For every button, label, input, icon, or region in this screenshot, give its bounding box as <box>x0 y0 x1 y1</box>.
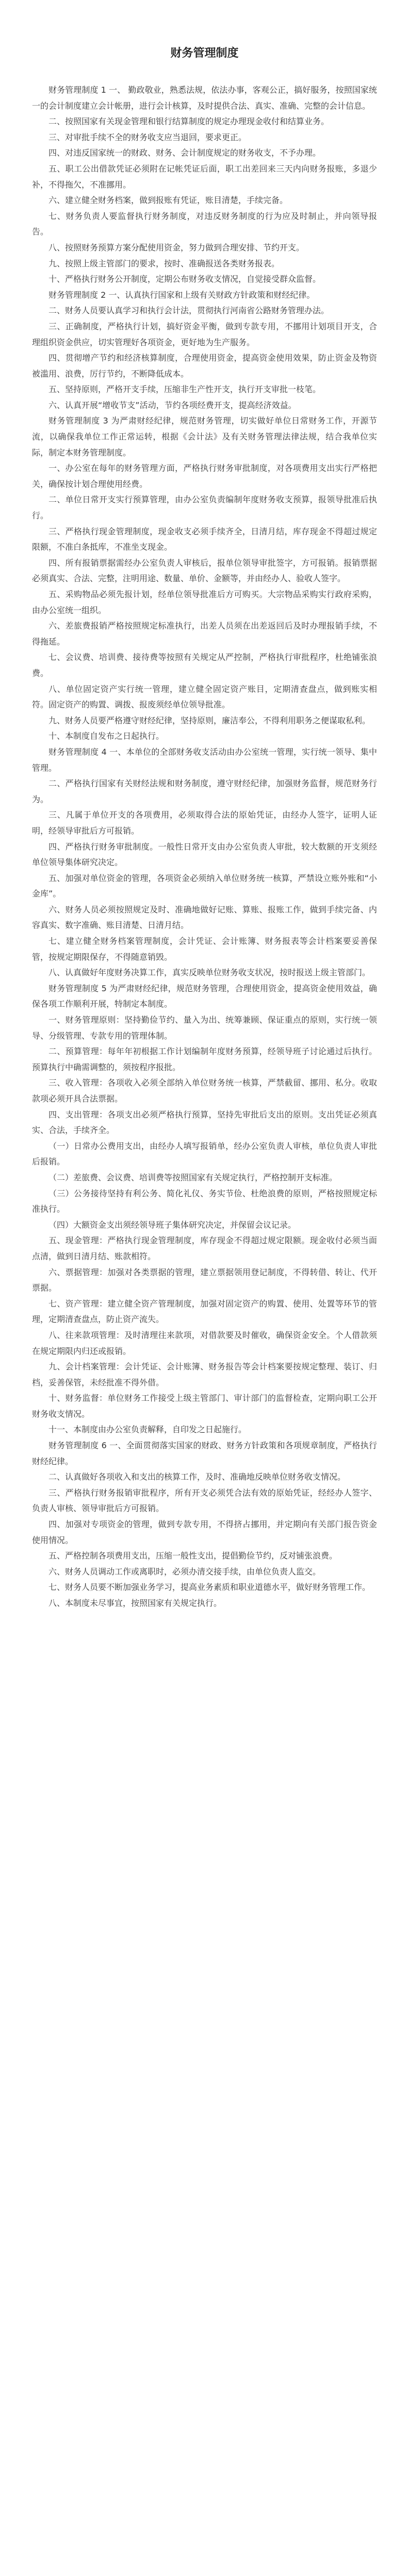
document-paragraph: 四、加强对专项资金的管理，做到专款专用，不得挤占挪用，并定期向有关部门报告资金使用情况。 <box>32 1519 377 1545</box>
document-paragraph: 七、建立健全财务档案管理制度，会计凭证、会计账簿、财务报表等会计档案要妥善保管，按规定期限保存，不得随意销毁。 <box>32 936 377 962</box>
document-paragraph: 六、票据管理：加强对各类票据的管理，建立票据领用登记制度，不得转借、转让、代开票据。 <box>32 1267 377 1293</box>
document-paragraph: （一）日常办公费用支出，由经办人填写报销单，经办公室负责人审核，单位负责人审批后报销。 <box>32 1141 377 1167</box>
document-paragraph: 八、按照财务预算方案分配使用资金，努力做到合理安排、节约开支。 <box>48 242 305 252</box>
document-paragraph: 三、正确制度，严格执行计划，搞好资金平衡，做到专款专用，不挪用计划项目开支，合理组织资金供应，切实管理好各项资金，更好地为生产服务。 <box>32 321 377 347</box>
document-paragraph: 财务管理制度 6 一、全面贯彻落实国家的财政、财务方针政策和各项规章制度，严格执行财经纪律。 <box>32 1440 377 1466</box>
document-paragraph: 二、财务人员要认真学习和执行会计法，贯彻执行河南省公路财务管理办法。 <box>48 306 330 316</box>
document-body <box>32 82 377 1612</box>
document-paragraph: 六、财务人员调动工作或离职时，必须办清交接手续，由单位负责人监交。 <box>48 1566 321 1577</box>
document-paragraph: 九、按照上级主管部门的要求，按时、准确报送各类财务报表。 <box>48 258 280 268</box>
document-paragraph: 财务管理制度 5 为严肃财经纪律，规范财务管理，合理使用资金，提高资金使用效益，确保各项工作顺利开展，特制定本制度。 <box>32 983 377 1009</box>
document-title: 财务管理制度 <box>170 47 239 60</box>
document-paragraph: 二、严格执行国家有关财经法规和财务制度，遵守财经纪律，加强财务监督，规范财务行为。 <box>32 778 377 804</box>
document-paragraph: 五、职工公出借款凭证必须附在记帐凭证后面，职工出差回来三天内向财务报账，多退少补，不得拖欠，不准挪用。 <box>32 163 377 190</box>
document-paragraph: 财务管理制度 3 为严肃财经纪律，规范财务管理，切实做好单位日常财务工作，开源节流，以确保我单位工作正常运转，根据《会计法》及有关财务管理法律法规，结合我单位实际，制定本财务管理制度。 <box>32 416 377 457</box>
document-paragraph: 四、对违反国家统一的财政、财务、会计制度规定的财务收支，不予办理。 <box>48 148 321 158</box>
document-paragraph: 二、预算管理：每年年初根据工作计划编制年度财务预算，经领导班子讨论通过后执行。预算执行中确需调整的，须按程序报批。 <box>32 1046 377 1072</box>
document-paragraph: 七、财务负责人要监督执行财务制度，对违反财务制度的行为应及时制止，并向领导报告。 <box>32 211 377 237</box>
document-paragraph: （四）大额资金支出须经领导班子集体研究决定，并保留会议记录。 <box>48 1219 297 1230</box>
document-paragraph: 十、严格执行财务公开制度，定期公布财务收支情况，自觉接受群众监督。 <box>48 274 321 284</box>
document-paragraph: 财务管理制度 2 一、认真执行国家和上级有关财政方针政策和财经纪律。 <box>48 290 315 300</box>
document-paragraph: （三）公务接待坚持有利公务、简化礼仪、务实节俭、杜绝浪费的原则，严格按照规定标准执行。 <box>32 1188 377 1214</box>
document-paragraph: 六、财务人员必须按照规定及时、准确地做好记账、算账、报账工作，做到手续完备、内容真实、数字准确、账目清楚、日清月结。 <box>32 904 377 930</box>
document-paragraph: 六、差旅费报销严格按照规定标准执行，出差人员须在出差返回后及时办理报销手续，不得拖延。 <box>32 621 377 647</box>
document-paragraph: 财务管理制度 4 一、本单位的全部财务收支活动由办公室统一管理，实行统一领导、集中管理。 <box>32 747 377 773</box>
document-paragraph: 六、建立健全财务档案，做到报账有凭证，账目清楚，手续完备。 <box>48 195 288 206</box>
document-paragraph: 六、认真开展“增收节支”活动，节约各项经费开支，提高经济效益。 <box>48 400 297 410</box>
document-paragraph: 一、办公室在每年的财务管理方面，严格执行财务审批制度，对各项费用支出实行严格把关，确保按计划合理使用经费。 <box>32 463 377 489</box>
document-paragraph: 五、严格控制各项费用支出，压缩一般性支出，提倡勤俭节约，反对铺张浪费。 <box>48 1551 338 1561</box>
document-paragraph: 三、严格执行现金管理制度，现金收支必须手续齐全，日清月结，库存现金不得超过规定限额，不准白条抵库，不准坐支现金。 <box>32 526 377 552</box>
document-paragraph: 四、所有报销票据需经办公室负责人审核后，报单位领导审批签字，方可报销。报销票据必须真实、合法、完整，注明用途、数量、单价、金额等，并由经办人、验收人签字。 <box>32 557 377 584</box>
document-paragraph: 五、加强对单位资金的管理，各项资金必须纳入单位财务统一核算，严禁设立账外账和“小金库”。 <box>32 873 377 899</box>
document-paragraph: 五、坚持原则，严格开支手续，压缩非生产性开支，执行开支审批一枝笔。 <box>48 384 321 395</box>
document-paragraph: 八、单位固定资产实行统一管理，建立健全固定资产账目，定期清查盘点，做到账实相符。固定资产的购置、调拨、报废须经单位领导批准。 <box>32 684 377 710</box>
document-paragraph: 八、本制度未尽事宜，按照国家有关规定执行。 <box>48 1598 222 1608</box>
document-paragraph: （二）差旅费、会议费、培训费等按照国家有关规定执行，严格控制开支标准。 <box>48 1172 338 1182</box>
document-paragraph: 五、采购物品必须先报计划，经单位领导批准后方可购买。大宗物品采购实行政府采购，由办公室统一组织。 <box>32 589 377 615</box>
document-paragraph: 十一、本制度由办公室负责解释，自印发之日起施行。 <box>48 1425 247 1435</box>
document-paragraph: 一、财务管理原则：坚持勤俭节约、量入为出、统筹兼顾、保证重点的原则，实行统一领导、分级管理、专款专用的管理体制。 <box>32 1015 377 1041</box>
document-paragraph: 七、财务人员要不断加强业务学习，提高业务素质和职业道德水平，做好财务管理工作。 <box>48 1582 371 1592</box>
document-paragraph: 九、会计档案管理：会计凭证、会计账簿、财务报告等会计档案要按规定整理、装订、归档，妥善保管，未经批准不得外借。 <box>32 1362 377 1387</box>
document-paragraph: 三、对审批手续不全的财务收支应当退回，要求更正。 <box>48 132 247 142</box>
document-paragraph: 七、资产管理：建立健全资产管理制度，加强对固定资产的购置、使用、处置等环节的管理，定期清查盘点，防止资产流失。 <box>32 1298 377 1325</box>
document-paragraph: 三、严格执行财务报销审批程序，所有开支必须凭合法有效的原始凭证，经经办人签字、负责人审核、领导审批后方可报销。 <box>32 1487 377 1514</box>
document-paragraph: 四、贯彻增产节约和经济核算制度，合理使用资金，提高资金使用效果，防止资金及物资被滥用、浪费，厉行节约，不断降低成本。 <box>32 353 377 379</box>
document-paragraph: 三、凡属于单位开支的各项费用，必须取得合法的原始凭证，由经办人签字，证明人证明，经领导审批后方可报销。 <box>32 810 377 836</box>
document-paragraph: 财务管理制度 1 一、 勤政敬业，熟悉法规，依法办事，客观公正，搞好服务，按照国家统一的会计制度建立会计帐册，进行会计核算，及时提供合法、真实、准确、完整的会计信息。 <box>32 85 377 111</box>
document-paragraph: 十、本制度自发布之日起执行。 <box>48 731 165 741</box>
document-paragraph: 二、认真做好各项收入和支出的核算工作，及时、准确地反映单位财务收支情况。 <box>48 1472 346 1482</box>
document-paragraph: 七、会议费、培训费、接待费等按照有关规定从严控制，严格执行审批程序，杜绝铺张浪费。 <box>32 652 377 678</box>
document-paragraph: 五、现金管理：严格执行现金管理制度，库存现金不得超过规定限额。现金收付必须当面点清，做到日清月结、账款相符。 <box>32 1235 377 1261</box>
document-paragraph: 八、往来款项管理：及时清理往来款项，对借款要及时催收，确保资金安全。个人借款须在规定期限内归还或报销。 <box>32 1330 377 1356</box>
document-paragraph: 八、认真做好年度财务决算工作，真实反映单位财务收支状况，按时报送上级主管部门。 <box>48 968 371 978</box>
document-paragraph: 三、收入管理：各项收入必须全部纳入单位财务统一核算，严禁截留、挪用、私分。收取款项必须开具合法票据。 <box>32 1078 377 1104</box>
document-paragraph: 二、单位日常开支实行预算管理，由办公室负责编制年度财务收支预算，报领导批准后执行。 <box>32 495 377 521</box>
document-paragraph: 九、财务人员要严格遵守财经纪律，坚持原则，廉洁奉公，不得利用职务之便谋取私利。 <box>48 715 371 725</box>
document-paragraph: 十、财务监督：单位财务工作接受上级主管部门、审计部门的监督检查，定期向职工公开财务收支情况。 <box>32 1393 377 1419</box>
document-paragraph: 四、严格执行财务审批制度。一般性日常开支由办公室负责人审批，较大数额的开支须经单位领导集体研究决定。 <box>32 841 377 868</box>
document-paragraph: 四、支出管理：各项支出必须严格执行预算，坚持先审批后支出的原则。支出凭证必须真实、合法，手续齐全。 <box>32 1109 377 1136</box>
document-paragraph: 二、按照国家有关现金管理和银行结算制度的规定办理现金收付和结算业务。 <box>48 116 330 127</box>
